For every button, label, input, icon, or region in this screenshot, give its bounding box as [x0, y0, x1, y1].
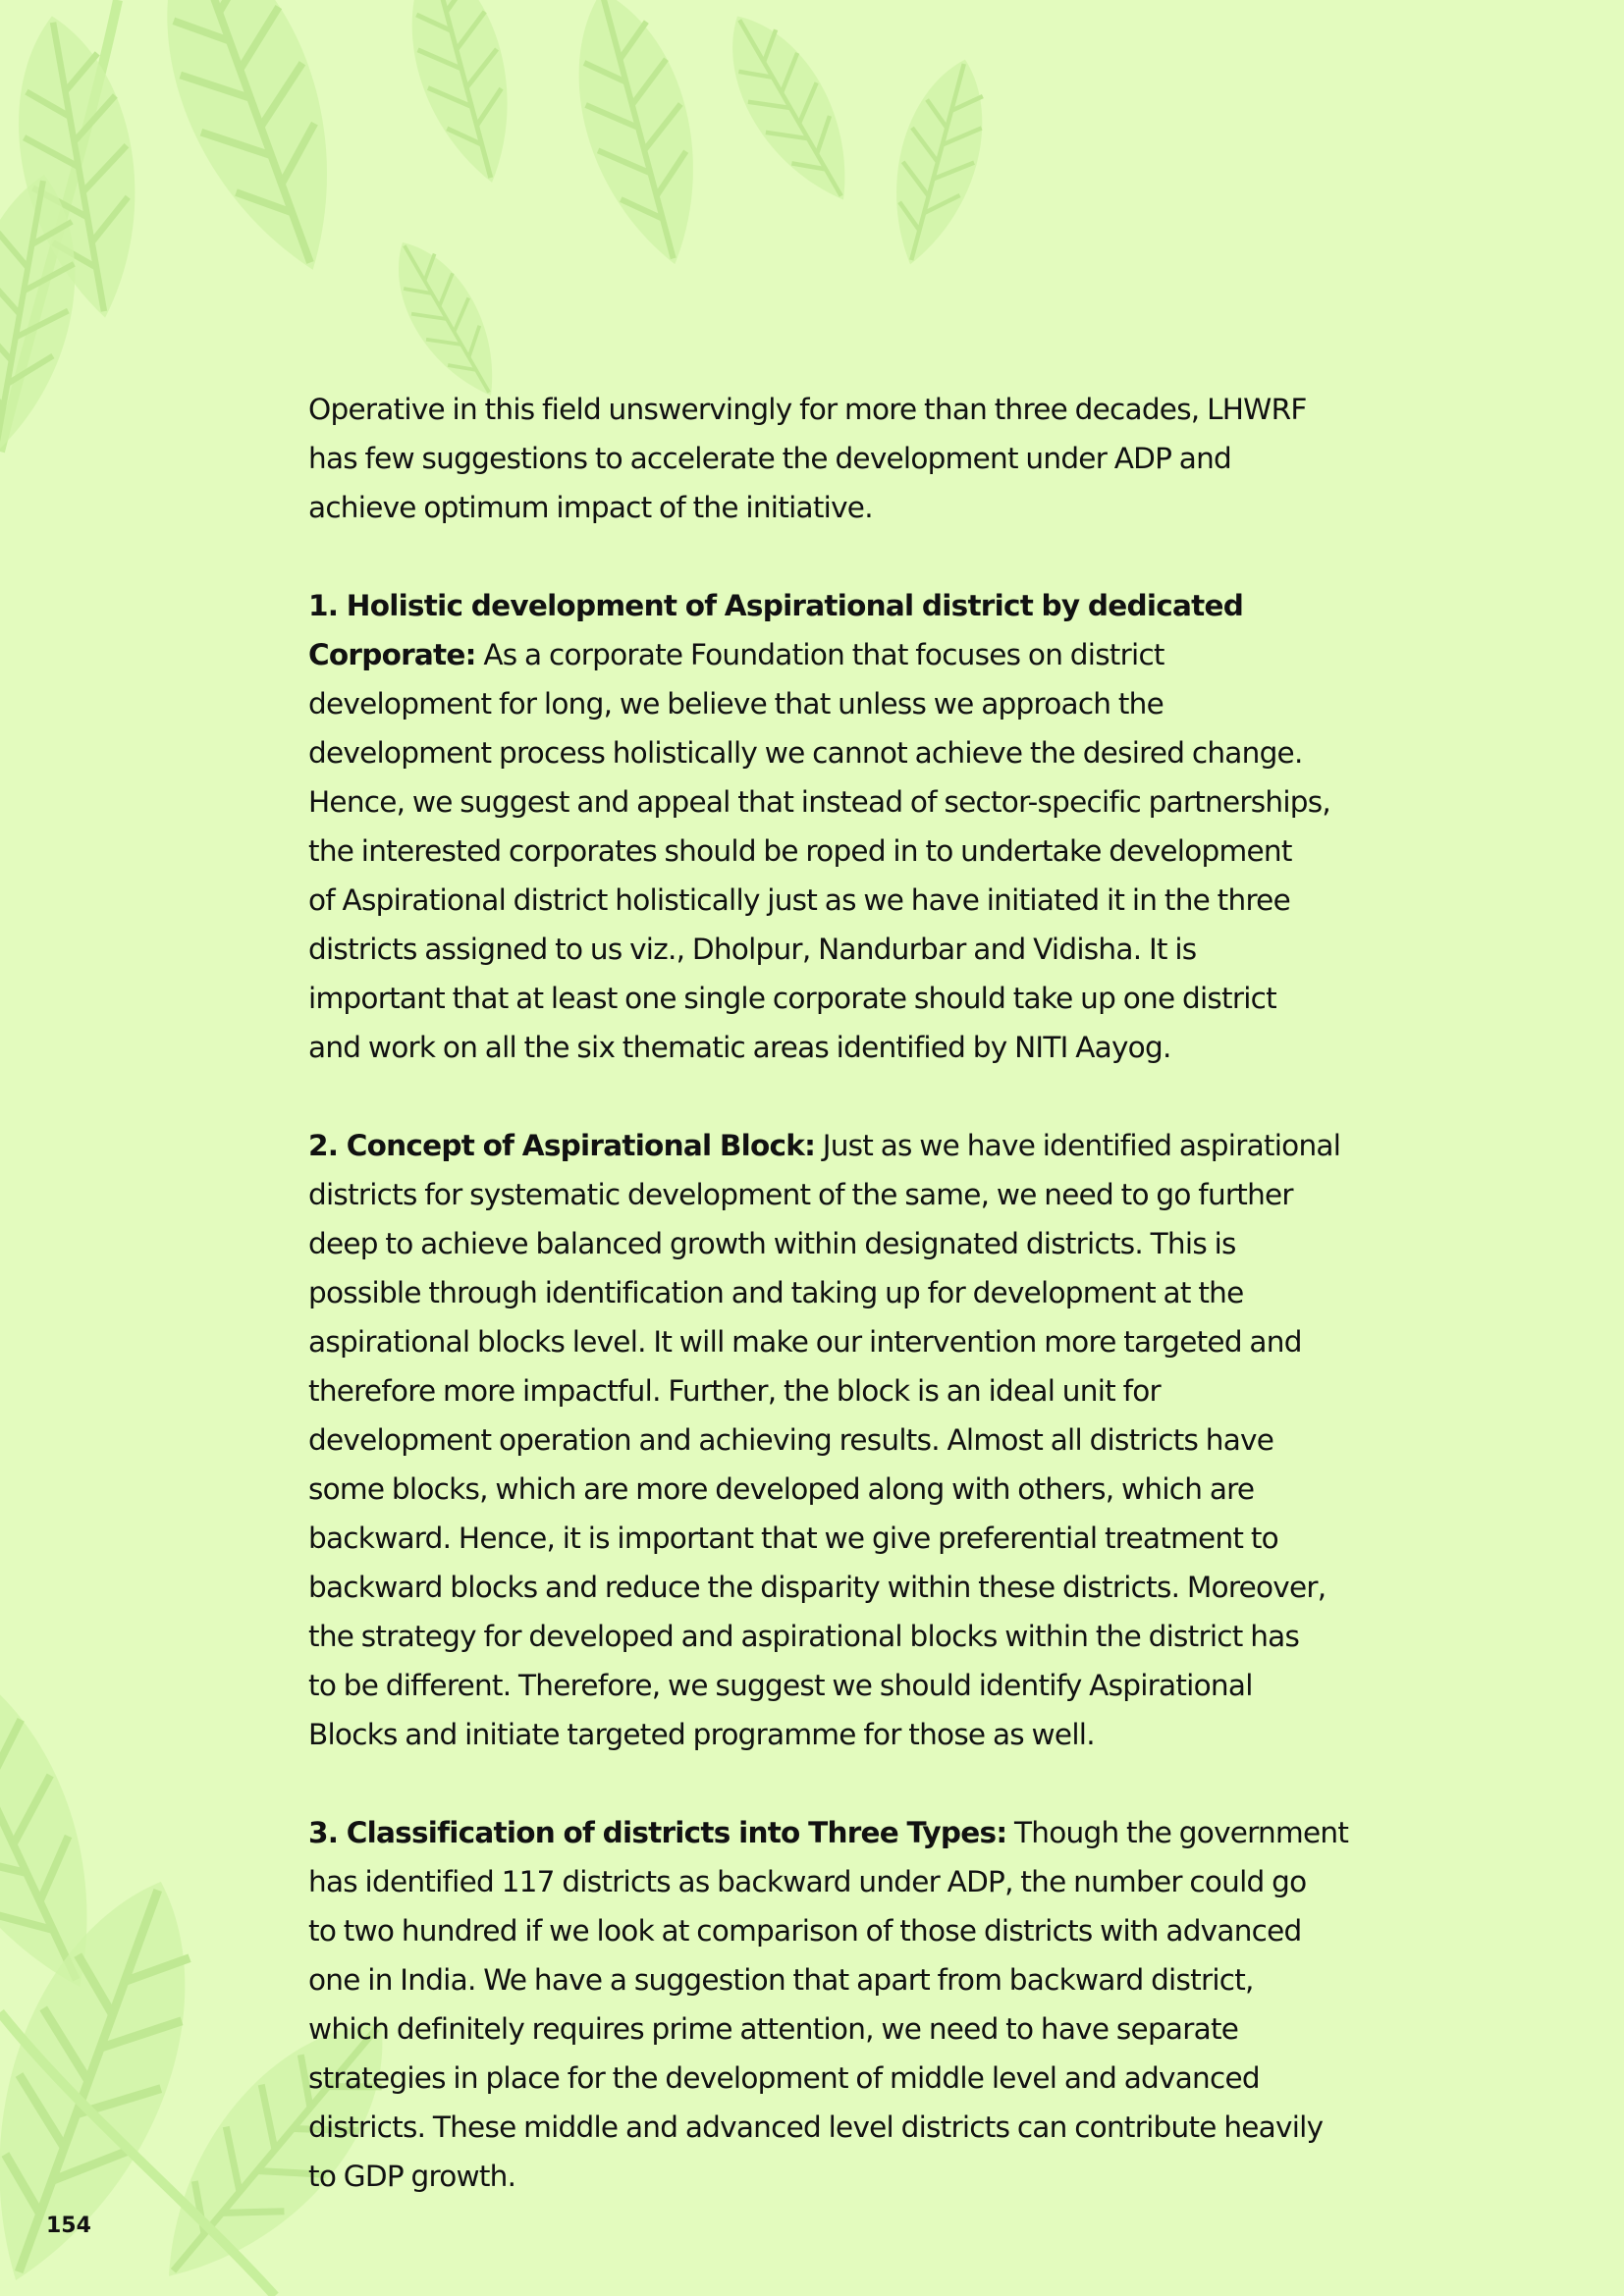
text-line: development process holistically we cannot achieve the desired change. — [308, 736, 1303, 770]
text-line: the interested corporates should be roped in to undertake development — [308, 834, 1292, 868]
text-line: achieve optimum impact of the initiative. — [308, 491, 873, 524]
leaf-icon — [390, 0, 532, 193]
suggestion-heading: 1. Holistic development of Aspirational district by dedicated — [308, 589, 1244, 622]
leaf-icon — [553, 0, 725, 277]
document-body — [308, 385, 1388, 2250]
text-line: to GDP growth. — [308, 2160, 516, 2193]
text-line: districts for systematic development of the same, we need to go further — [308, 1178, 1293, 1211]
text-line: deep to achieve balanced growth within designated districts. This is — [308, 1227, 1236, 1260]
text-line: Hence, we suggest and appeal that instead of sector-specific partnerships, — [308, 785, 1331, 819]
leaf-icon — [375, 227, 518, 411]
text-run: As a corporate Foundation that focuses on district — [475, 638, 1164, 671]
suggestion-3 — [308, 1808, 1388, 2201]
leaf-icon — [704, 0, 876, 219]
text-line: the strategy for developed and aspirational blocks within the district has — [308, 1620, 1300, 1653]
text-run: Just as we have identified aspirational — [815, 1129, 1341, 1162]
intro-paragraph — [308, 385, 1388, 532]
suggestion-2 — [308, 1121, 1388, 1759]
leaf-icon — [127, 0, 375, 293]
text-line — [308, 1808, 1388, 1857]
text-line: aspirational blocks level. It will make our intervention more targeted and — [308, 1325, 1302, 1359]
text-line: which definitely requires prime attention, we need to have separate — [308, 2012, 1239, 2046]
text-line: backward. Hence, it is important that we give preferential treatment to — [308, 1522, 1278, 1555]
text-line: of Aspirational district holistically just as we have initiated it in the three — [308, 883, 1290, 917]
text-line: has few suggestions to accelerate the development under ADP and — [308, 442, 1232, 475]
text-line: Operative in this field unswervingly for more than three decades, LHWRF — [308, 393, 1307, 426]
text-line — [308, 1121, 1388, 1170]
text-line: development for long, we believe that unless we approach the — [308, 687, 1164, 721]
text-line: districts assigned to us viz., Dholpur, Nandurbar and Vidisha. It is — [308, 933, 1197, 966]
leaf-icon — [874, 50, 1002, 275]
suggestion-heading: 2. Concept of Aspirational Block: — [308, 1129, 816, 1162]
text-line: important that at least one single corporate should take up one district — [308, 982, 1276, 1015]
text-line: therefore more impactful. Further, the block is an ideal unit for — [308, 1374, 1161, 1408]
text-line: backward blocks and reduce the disparity within these districts. Moreover, — [308, 1571, 1326, 1604]
text-line: one in India. We have a suggestion that apart from backward district, — [308, 1963, 1254, 1997]
text-run: Though the government — [1006, 1816, 1349, 1849]
text-line: to two hundred if we look at comparison of those districts with advanced — [308, 1914, 1302, 1948]
text-line: strategies in place for the development of middle level and advanced — [308, 2061, 1260, 2095]
text-line — [308, 630, 1388, 679]
text-line: some blocks, which are more developed along with others, which are — [308, 1472, 1255, 1506]
text-line: and work on all the six thematic areas identified by NITI Aayog. — [308, 1031, 1171, 1064]
text-line: to be different. Therefore, we suggest we should identify Aspirational — [308, 1669, 1253, 1702]
text-line: possible through identification and taking up for development at the — [308, 1276, 1244, 1309]
page-number: 154 — [46, 2214, 91, 2238]
text-line: districts. These middle and advanced level districts can contribute heavily — [308, 2110, 1324, 2144]
suggestion-heading: 3. Classification of districts into Three Types: — [308, 1816, 1007, 1849]
suggestion-1 — [308, 581, 1388, 1072]
text-line: development operation and achieving results. Almost all districts have — [308, 1423, 1274, 1457]
suggestion-heading: Corporate: — [308, 638, 476, 671]
text-line: has identified 117 districts as backward under ADP, the number could go — [308, 1865, 1307, 1898]
text-line: Blocks and initiate targeted programme for those as well. — [308, 1718, 1095, 1751]
